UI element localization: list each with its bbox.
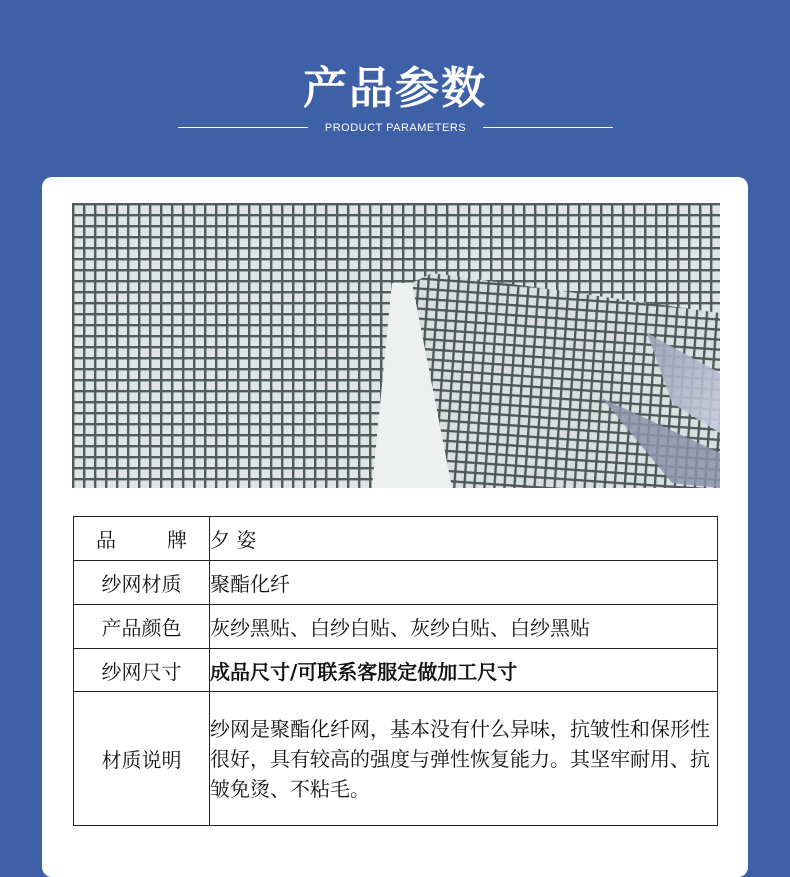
description-label: 材质说明 xyxy=(74,692,210,826)
brand-value: 夕 姿 xyxy=(210,517,718,561)
spec-table xyxy=(73,516,718,826)
color-value: 灰纱黑贴、白纱白贴、灰纱白贴、白纱黑贴 xyxy=(210,605,718,649)
mesh-product-photo xyxy=(72,203,720,488)
size-value: 成品尺寸/可联系客服定做加工尺寸 xyxy=(210,649,718,692)
material-label: 纱网材质 xyxy=(74,561,210,605)
page-title: 产品参数 xyxy=(303,63,487,114)
spec-row-brand xyxy=(74,517,718,561)
brand-label xyxy=(74,517,210,561)
spec-row-description xyxy=(74,692,718,826)
subtitle-divider-left xyxy=(178,127,308,128)
spec-row-size xyxy=(74,649,718,692)
brand-label-char-2: 牌 xyxy=(167,528,187,552)
color-label: 产品颜色 xyxy=(74,605,210,649)
subtitle-row xyxy=(0,118,790,138)
spec-card xyxy=(42,177,748,877)
subtitle-divider-right xyxy=(483,127,613,128)
brand-label-char-1: 品 xyxy=(96,528,116,552)
mesh-illustration xyxy=(72,203,720,488)
description-value: 纱网是聚酯化纤网，基本没有什么异味，抗皱性和保形性很好，具有较高的强度与弹性恢复能力。其坚牢耐用、抗皱免烫、不粘毛。 xyxy=(210,692,718,826)
page-subtitle: PRODUCT PARAMETERS xyxy=(324,122,467,134)
material-value: 聚酯化纤 xyxy=(210,561,718,605)
spec-row-material xyxy=(74,561,718,605)
spec-row-color xyxy=(74,605,718,649)
size-label: 纱网尺寸 xyxy=(74,649,210,692)
